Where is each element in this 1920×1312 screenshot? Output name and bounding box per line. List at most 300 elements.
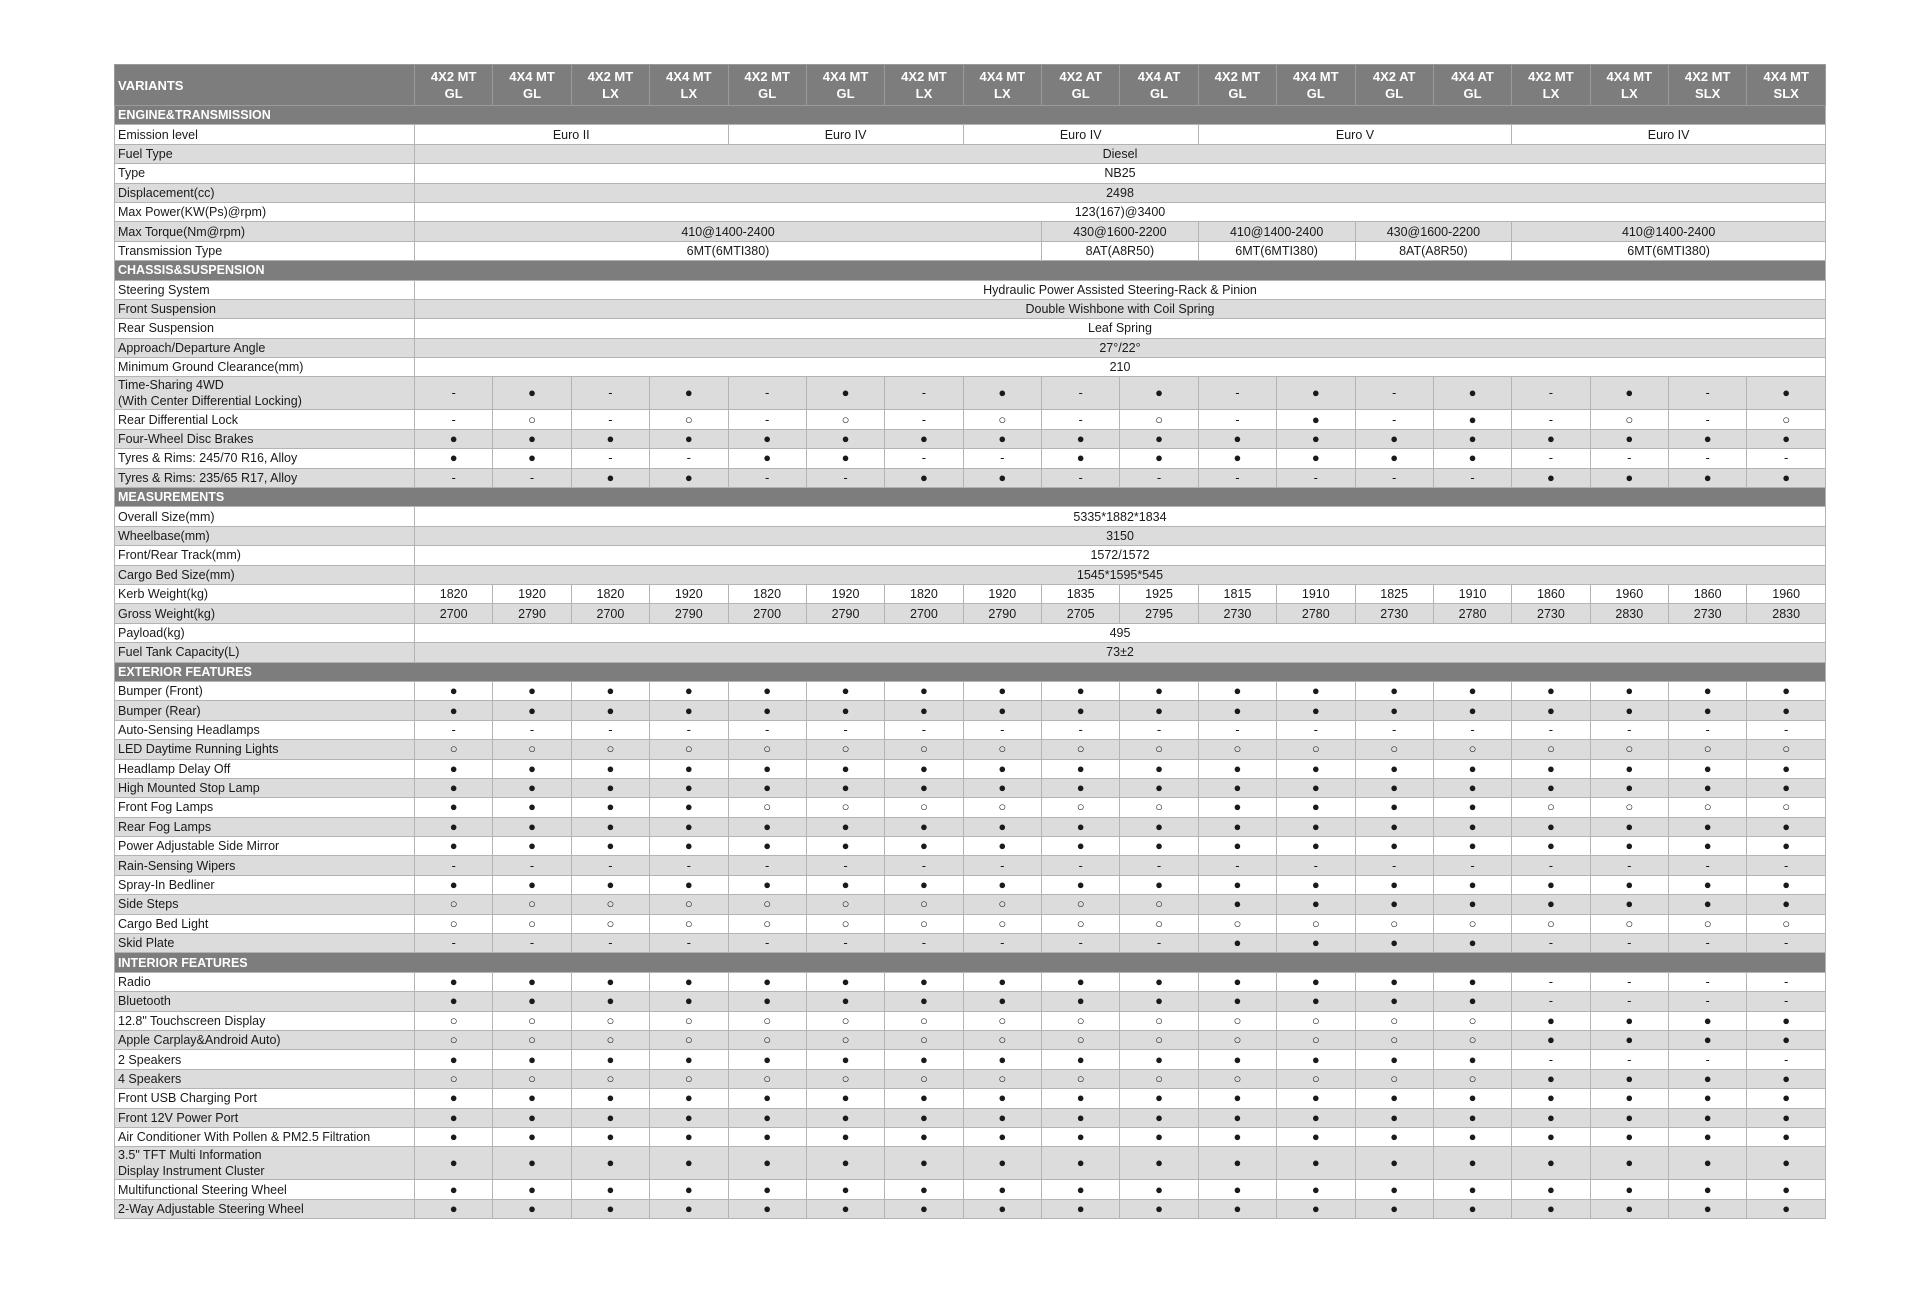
variant-drive: 4X4 MT [979, 69, 1026, 84]
standard-mark: ● [1198, 1050, 1276, 1069]
not-available-mark: - [1277, 856, 1355, 875]
standard-mark: ● [1433, 934, 1511, 953]
standard-mark: ● [493, 759, 571, 778]
spec-row [115, 1069, 1826, 1088]
not-available-mark: - [728, 410, 806, 429]
standard-mark: ● [806, 778, 884, 797]
variant-drive: 4X4 MT [1606, 69, 1653, 84]
not-available-mark: - [415, 468, 493, 487]
standard-mark: ● [1355, 1127, 1433, 1146]
spec-value: 2730 [1198, 604, 1276, 623]
standard-mark: ● [1512, 1180, 1590, 1199]
standard-mark: ● [415, 837, 493, 856]
optional-mark: ○ [728, 895, 806, 914]
standard-mark: ● [571, 429, 649, 448]
standard-mark: ● [728, 759, 806, 778]
spec-label: Cargo Bed Light [115, 914, 415, 933]
spec-row [115, 565, 1826, 584]
standard-mark: ● [1747, 778, 1826, 797]
standard-mark: ● [1355, 449, 1433, 468]
standard-mark: ● [963, 759, 1041, 778]
variant-trim: GL [1463, 86, 1482, 101]
spec-row [115, 1108, 1826, 1127]
standard-mark: ● [1669, 1089, 1747, 1108]
standard-mark: ● [1198, 875, 1276, 894]
spec-label: Front Fog Lamps [115, 798, 415, 817]
standard-mark: ● [650, 817, 728, 836]
spec-value: Euro V [1198, 125, 1512, 144]
spec-label: Minimum Ground Clearance(mm) [115, 358, 415, 377]
spec-row [115, 914, 1826, 933]
not-available-mark: - [1669, 856, 1747, 875]
spec-label: Cargo Bed Size(mm) [115, 565, 415, 584]
standard-mark: ● [1433, 1180, 1511, 1199]
optional-mark: ○ [1512, 914, 1590, 933]
spec-row [115, 701, 1826, 720]
optional-mark: ○ [650, 914, 728, 933]
spec-value: 3150 [415, 526, 1826, 545]
standard-mark: ● [571, 817, 649, 836]
not-available-mark: - [1747, 449, 1826, 468]
standard-mark: ● [1355, 1147, 1433, 1180]
variant-drive: 4X2 MT [901, 69, 947, 84]
standard-mark: ● [806, 681, 884, 700]
spec-row [115, 1030, 1826, 1049]
standard-mark: ● [1042, 875, 1120, 894]
standard-mark: ● [1669, 1030, 1747, 1049]
standard-mark: ● [1512, 1030, 1590, 1049]
not-available-mark: - [415, 934, 493, 953]
standard-mark: ● [1355, 778, 1433, 797]
spec-value: 6MT(6MTI380) [1198, 241, 1355, 260]
variant-header [650, 65, 728, 106]
standard-mark: ● [650, 759, 728, 778]
standard-mark: ● [1669, 817, 1747, 836]
standard-mark: ● [650, 1050, 728, 1069]
optional-mark: ○ [1277, 1011, 1355, 1030]
not-available-mark: - [1669, 720, 1747, 739]
optional-mark: ○ [1042, 798, 1120, 817]
standard-mark: ● [885, 875, 963, 894]
not-available-mark: - [571, 410, 649, 429]
variant-header [1120, 65, 1198, 106]
standard-mark: ● [1433, 837, 1511, 856]
spec-value: Hydraulic Power Assisted Steering-Rack & Pinion [415, 280, 1826, 299]
not-available-mark: - [1590, 1050, 1668, 1069]
standard-mark: ● [1277, 1147, 1355, 1180]
variants-heading: VARIANTS [115, 65, 415, 106]
standard-mark: ● [1747, 1127, 1826, 1146]
standard-mark: ● [885, 429, 963, 448]
standard-mark: ● [806, 1147, 884, 1180]
not-available-mark: - [571, 856, 649, 875]
spec-label: Spray-In Bedliner [115, 875, 415, 894]
spec-row [115, 798, 1826, 817]
optional-mark: ○ [1042, 1069, 1120, 1088]
standard-mark: ● [885, 992, 963, 1011]
optional-mark: ○ [1512, 798, 1590, 817]
standard-mark: ● [1590, 817, 1668, 836]
variant-trim: GL [758, 86, 777, 101]
spec-row [115, 358, 1826, 377]
spec-row [115, 410, 1826, 429]
spec-row [115, 1199, 1826, 1218]
standard-mark: ● [1433, 875, 1511, 894]
not-available-mark: - [493, 934, 571, 953]
optional-mark: ○ [650, 410, 728, 429]
standard-mark: ● [650, 1127, 728, 1146]
standard-mark: ● [1277, 1180, 1355, 1199]
optional-mark: ○ [1747, 914, 1826, 933]
spec-value: 1815 [1198, 584, 1276, 603]
standard-mark: ● [885, 1147, 963, 1180]
standard-mark: ● [806, 875, 884, 894]
standard-mark: ● [415, 759, 493, 778]
standard-mark: ● [1277, 875, 1355, 894]
standard-mark: ● [1433, 377, 1511, 410]
spec-label: Max Torque(Nm@rpm) [115, 222, 415, 241]
standard-mark: ● [1590, 1030, 1668, 1049]
spec-value: 2700 [571, 604, 649, 623]
standard-mark: ● [1198, 817, 1276, 836]
optional-mark: ○ [728, 914, 806, 933]
spec-row [115, 1050, 1826, 1069]
standard-mark: ● [1355, 429, 1433, 448]
variant-header [1355, 65, 1433, 106]
standard-mark: ● [1120, 1108, 1198, 1127]
variant-drive: 4X4 AT [1137, 69, 1181, 84]
section-title: MEASUREMENTS [115, 488, 1826, 507]
not-available-mark: - [885, 449, 963, 468]
not-available-mark: - [1669, 934, 1747, 953]
standard-mark: ● [1120, 837, 1198, 856]
optional-mark: ○ [571, 1030, 649, 1049]
standard-mark: ● [1590, 759, 1668, 778]
standard-mark: ● [1355, 992, 1433, 1011]
standard-mark: ● [1433, 778, 1511, 797]
standard-mark: ● [1747, 1147, 1826, 1180]
standard-mark: ● [728, 701, 806, 720]
spec-value: 410@1400-2400 [1512, 222, 1826, 241]
standard-mark: ● [806, 429, 884, 448]
spec-row [115, 164, 1826, 183]
standard-mark: ● [728, 449, 806, 468]
standard-mark: ● [963, 1180, 1041, 1199]
standard-mark: ● [728, 817, 806, 836]
standard-mark: ● [1433, 1108, 1511, 1127]
optional-mark: ○ [1042, 1030, 1120, 1049]
not-available-mark: - [1355, 410, 1433, 429]
not-available-mark: - [650, 856, 728, 875]
standard-mark: ● [415, 1199, 493, 1218]
standard-mark: ● [1747, 429, 1826, 448]
standard-mark: ● [493, 429, 571, 448]
spec-row [115, 643, 1826, 662]
standard-mark: ● [1198, 1127, 1276, 1146]
standard-mark: ● [1433, 410, 1511, 429]
standard-mark: ● [806, 1127, 884, 1146]
optional-mark: ○ [571, 1011, 649, 1030]
standard-mark: ● [1433, 1147, 1511, 1180]
not-available-mark: - [493, 720, 571, 739]
optional-mark: ○ [1590, 740, 1668, 759]
not-available-mark: - [1669, 377, 1747, 410]
spec-label: Gross Weight(kg) [115, 604, 415, 623]
optional-mark: ○ [1277, 740, 1355, 759]
not-available-mark: - [415, 377, 493, 410]
standard-mark: ● [1669, 1199, 1747, 1218]
standard-mark: ● [415, 681, 493, 700]
variant-drive: 4X2 MT [1214, 69, 1261, 84]
standard-mark: ● [415, 817, 493, 836]
not-available-mark: - [1512, 410, 1590, 429]
optional-mark: ○ [493, 1030, 571, 1049]
standard-mark: ● [806, 377, 884, 410]
standard-mark: ● [415, 992, 493, 1011]
variant-drive: 4X2 MT [1684, 69, 1731, 84]
standard-mark: ● [1433, 992, 1511, 1011]
spec-label: Fuel Tank Capacity(L) [115, 643, 415, 662]
standard-mark: ● [650, 377, 728, 410]
standard-mark: ● [1747, 468, 1826, 487]
standard-mark: ● [571, 1147, 649, 1180]
spec-label: Payload(kg) [115, 623, 415, 642]
optional-mark: ○ [1669, 914, 1747, 933]
header-row [115, 65, 1826, 106]
not-available-mark: - [1042, 856, 1120, 875]
spec-row [115, 1011, 1826, 1030]
standard-mark: ● [1590, 429, 1668, 448]
spec-row [115, 546, 1826, 565]
not-available-mark: - [1747, 992, 1826, 1011]
standard-mark: ● [571, 837, 649, 856]
standard-mark: ● [1669, 759, 1747, 778]
spec-label: Rear Fog Lamps [115, 817, 415, 836]
spec-row [115, 241, 1826, 260]
spec-value: NB25 [415, 164, 1826, 183]
spec-value: 1572/1572 [415, 546, 1826, 565]
standard-mark: ● [1590, 895, 1668, 914]
standard-mark: ● [1198, 972, 1276, 991]
not-available-mark: - [1590, 934, 1668, 953]
standard-mark: ● [963, 429, 1041, 448]
spec-value: 2830 [1590, 604, 1668, 623]
spec-value: 410@1400-2400 [415, 222, 1042, 241]
optional-mark: ○ [1277, 1030, 1355, 1049]
spec-value: 410@1400-2400 [1198, 222, 1355, 241]
not-available-mark: - [1669, 992, 1747, 1011]
spec-row [115, 720, 1826, 739]
standard-mark: ● [728, 1147, 806, 1180]
spec-label: 4 Speakers [115, 1069, 415, 1088]
spec-row [115, 817, 1826, 836]
not-available-mark: - [728, 468, 806, 487]
standard-mark: ● [571, 992, 649, 1011]
standard-mark: ● [1198, 1147, 1276, 1180]
standard-mark: ● [1198, 701, 1276, 720]
standard-mark: ● [728, 972, 806, 991]
optional-mark: ○ [1120, 410, 1198, 429]
spec-row [115, 222, 1826, 241]
standard-mark: ● [1669, 1147, 1747, 1180]
standard-mark: ● [415, 1089, 493, 1108]
spec-row [115, 299, 1826, 318]
standard-mark: ● [1277, 681, 1355, 700]
variant-header [728, 65, 806, 106]
spec-label: Rear Suspension [115, 319, 415, 338]
standard-mark: ● [1512, 468, 1590, 487]
standard-mark: ● [806, 1050, 884, 1069]
standard-mark: ● [1120, 681, 1198, 700]
spec-label: Tyres & Rims: 235/65 R17, Alloy [115, 468, 415, 487]
spec-row [115, 1127, 1826, 1146]
variant-drive: 4X2 AT [1059, 69, 1102, 84]
not-available-mark: - [493, 468, 571, 487]
not-available-mark: - [806, 720, 884, 739]
spec-value: 27°/22° [415, 338, 1826, 357]
standard-mark: ● [1120, 701, 1198, 720]
standard-mark: ● [1120, 1199, 1198, 1218]
variant-trim: GL [1150, 86, 1169, 101]
spec-value: 5335*1882*1834 [415, 507, 1826, 526]
standard-mark: ● [1042, 817, 1120, 836]
optional-mark: ○ [1669, 740, 1747, 759]
standard-mark: ● [1198, 778, 1276, 797]
spec-value: 73±2 [415, 643, 1826, 662]
optional-mark: ○ [571, 914, 649, 933]
standard-mark: ● [806, 837, 884, 856]
standard-mark: ● [571, 468, 649, 487]
standard-mark: ● [1747, 1069, 1826, 1088]
optional-mark: ○ [1198, 1011, 1276, 1030]
standard-mark: ● [1042, 681, 1120, 700]
optional-mark: ○ [728, 798, 806, 817]
optional-mark: ○ [1433, 914, 1511, 933]
spec-row [115, 202, 1826, 221]
standard-mark: ● [1747, 1180, 1826, 1199]
standard-mark: ● [1355, 875, 1433, 894]
standard-mark: ● [1198, 992, 1276, 1011]
standard-mark: ● [963, 1089, 1041, 1108]
standard-mark: ● [1512, 895, 1590, 914]
standard-mark: ● [1590, 1089, 1668, 1108]
standard-mark: ● [1042, 972, 1120, 991]
spec-value: 1825 [1355, 584, 1433, 603]
variant-header [1669, 65, 1747, 106]
not-available-mark: - [1669, 449, 1747, 468]
standard-mark: ● [1355, 1050, 1433, 1069]
standard-mark: ● [885, 837, 963, 856]
not-available-mark: - [1669, 972, 1747, 991]
spec-value: Diesel [415, 144, 1826, 163]
spec-row [115, 1089, 1826, 1108]
standard-mark: ● [963, 1108, 1041, 1127]
standard-mark: ● [1355, 1199, 1433, 1218]
variant-trim: GL [1071, 86, 1090, 101]
standard-mark: ● [1433, 681, 1511, 700]
standard-mark: ● [1042, 759, 1120, 778]
spec-row [115, 604, 1826, 623]
standard-mark: ● [1120, 972, 1198, 991]
optional-mark: ○ [1747, 410, 1826, 429]
spec-value: 210 [415, 358, 1826, 377]
standard-mark: ● [1747, 1030, 1826, 1049]
standard-mark: ● [650, 1089, 728, 1108]
spec-label: Front USB Charging Port [115, 1089, 415, 1108]
section-title: ENGINE&TRANSMISSION [115, 106, 1826, 125]
not-available-mark: - [885, 410, 963, 429]
standard-mark: ● [493, 778, 571, 797]
standard-mark: ● [1355, 701, 1433, 720]
standard-mark: ● [571, 759, 649, 778]
optional-mark: ○ [1433, 1030, 1511, 1049]
standard-mark: ● [885, 468, 963, 487]
standard-mark: ● [1277, 377, 1355, 410]
standard-mark: ● [415, 875, 493, 894]
standard-mark: ● [1198, 1199, 1276, 1218]
standard-mark: ● [1590, 1011, 1668, 1030]
spec-value: 2700 [885, 604, 963, 623]
spec-value: 1920 [806, 584, 884, 603]
standard-mark: ● [1120, 377, 1198, 410]
spec-row [115, 280, 1826, 299]
not-available-mark: - [650, 720, 728, 739]
not-available-mark: - [1355, 377, 1433, 410]
standard-mark: ● [1747, 1011, 1826, 1030]
spec-row [115, 144, 1826, 163]
spec-row [115, 934, 1826, 953]
spec-row [115, 837, 1826, 856]
spec-label: Steering System [115, 280, 415, 299]
standard-mark: ● [1669, 468, 1747, 487]
optional-mark: ○ [885, 914, 963, 933]
standard-mark: ● [1590, 837, 1668, 856]
spec-value: 2700 [728, 604, 806, 623]
not-available-mark: - [1512, 720, 1590, 739]
not-available-mark: - [1277, 720, 1355, 739]
spec-label: 2-Way Adjustable Steering Wheel [115, 1199, 415, 1218]
standard-mark: ● [1120, 1050, 1198, 1069]
spec-value: Euro IV [728, 125, 963, 144]
standard-mark: ● [963, 1147, 1041, 1180]
spec-row [115, 895, 1826, 914]
standard-mark: ● [415, 1147, 493, 1180]
standard-mark: ● [1433, 1089, 1511, 1108]
standard-mark: ● [1277, 972, 1355, 991]
standard-mark: ● [885, 1199, 963, 1218]
standard-mark: ● [963, 681, 1041, 700]
optional-mark: ○ [571, 1069, 649, 1088]
variant-header [1512, 65, 1590, 106]
standard-mark: ● [1198, 934, 1276, 953]
spec-label: High Mounted Stop Lamp [115, 778, 415, 797]
standard-mark: ● [806, 759, 884, 778]
spec-value: 1920 [650, 584, 728, 603]
standard-mark: ● [1747, 701, 1826, 720]
spec-row [115, 183, 1826, 202]
standard-mark: ● [1590, 1199, 1668, 1218]
optional-mark: ○ [493, 410, 571, 429]
spec-table [114, 64, 1826, 1219]
optional-mark: ○ [650, 1069, 728, 1088]
not-available-mark: - [1669, 1050, 1747, 1069]
standard-mark: ● [1198, 429, 1276, 448]
not-available-mark: - [885, 934, 963, 953]
spec-label: Bumper (Front) [115, 681, 415, 700]
standard-mark: ● [650, 798, 728, 817]
optional-mark: ○ [571, 895, 649, 914]
standard-mark: ● [1277, 1199, 1355, 1218]
